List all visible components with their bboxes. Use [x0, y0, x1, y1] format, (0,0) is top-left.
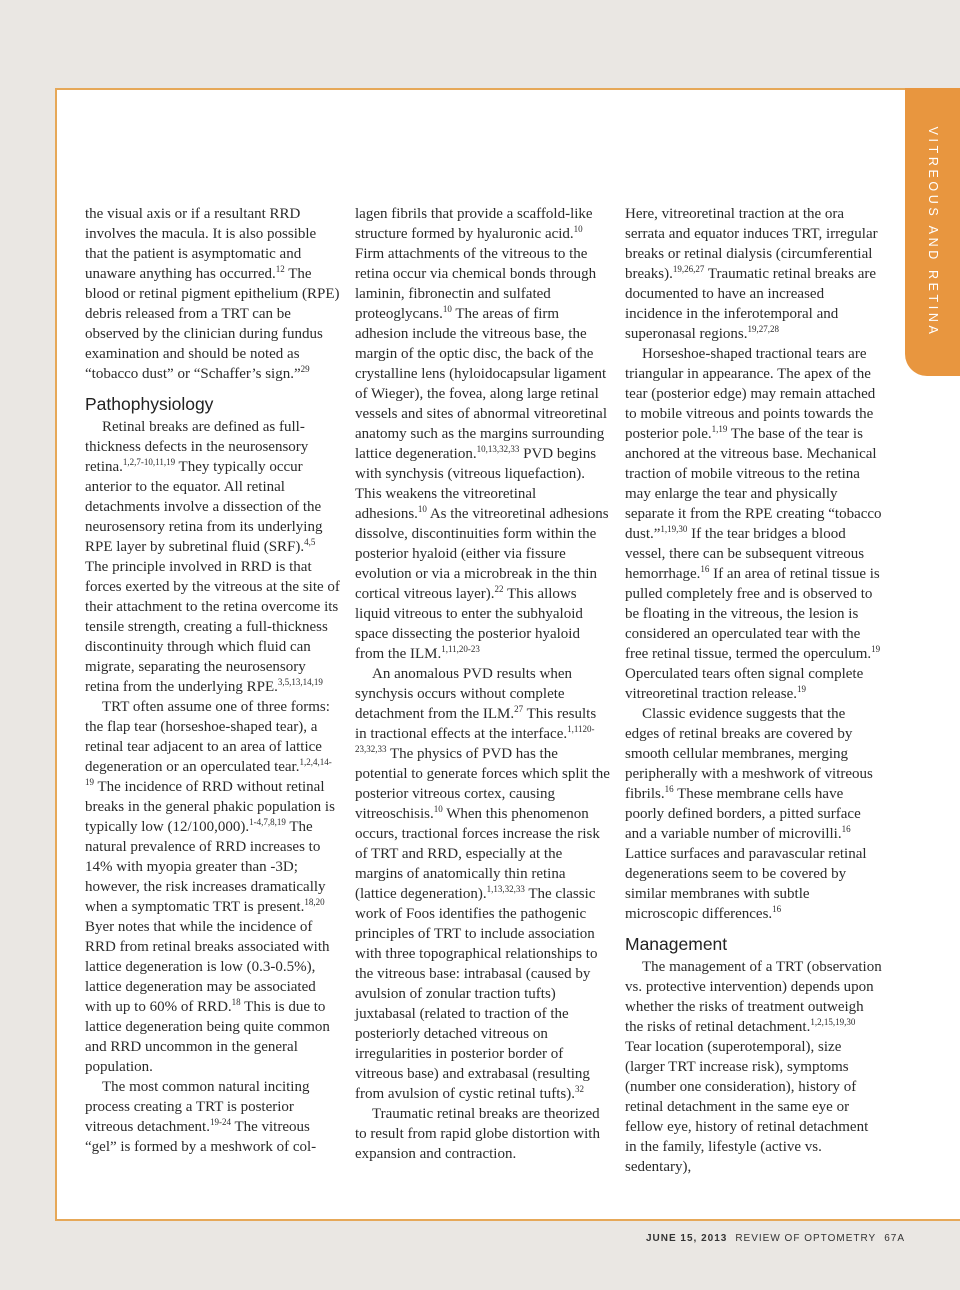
- paragraph: TRT often assume one of three forms: the flap tear (horseshoe-shaped tear), a retinal tear adjacent to an area of lattice degeneration or an operculated tear.$^{1,2,4,14-19}$ The incidence of RRD without retinal breaks in the general phakic population is typically low (12/100,000).$^{1-4,7,8,19}$ The natural prevalence of RRD increases to 14% with myopia greater than -3D; however, the risk increases dramatically when a symptomatic TRT is present.$^{18,20}$ Byer notes that while the incidence of RRD from retinal breaks associated with lattice degeneration is low (0.3-0.5%), lattice degeneration may be associated with up to 60% of RRD.$^{18}$ This is due to lattice degeneration being quite common and RRD uncommon in the general population.: [85, 699, 335, 1075]
- section-tab-label: VITREOUS AND RETINA: [925, 126, 940, 338]
- paragraph: Classic evidence suggests that the edges of retinal breaks are covered by smooth cellular membranes, merging peripherally with a meshwork of vitreous fibrils.$^{16}$ These membrane cells have poorly defined borders, a pitted surface and a variable number of microvilli.$^{16}$ Lattice surfaces and paravascular retinal degenerations seem to be covered by similar membranes with subtle microscopic differences.$^{16}$: [625, 706, 873, 922]
- paragraph: Horseshoe-shaped tractional tears are triangular in appearance. The apex of the tear (posterior edge) may remain attached to mobile vitreous and points towards the posterior pole.$^{1,19}$ The base of the tear is anchored at the vitreous base. Mechanical traction of mobile vitreous to the retina may enlarge the tear and physically separate it from the RPE creating “tobacco dust.”$^{1,19,30}$ If the tear bridges a blood vessel, there can be subsequent vitreous hemorrhage.$^{16}$ If an area of retinal tissue is pulled completely free and is observed to be floating in the vitreous, the lesion is considered an operculated tear with the free retinal tissue, termed the operculum.$^{19}$ Operculated tears often signal complete vitreoretinal traction release.$^{19}$: [625, 346, 882, 702]
- paragraph: An anomalous PVD results when synchysis occurs without complete detachment from the ILM.$^{27}$ This results in tractional effects at the interface.$^{1,1120-23,32,33}$ The physics of PVD has the potential to generate forces which split the posterior vitreous cortex, causing vitreoschisis.$^{10}$ When this phenomenon occurs, tractional forces increase the risk of TRT and RRD, especially at the margins of anatomically thin retina (lattice degeneration).$^{1,13,32,33}$ The classic work of Foos identifies the pathogenic principles of TRT to include association with three topographical relationships to the vitreous base: intrabasal (caused by avulsion of zonular traction tufts) juxtabasal (related to traction of the posteriorly detached vitreous on irregularities in posterior border of vitreous base) and extrabasal (resulting from avulsion of cystic retinal tufts).$^{32}$: [355, 666, 610, 1102]
- column-2: [355, 204, 610, 1164]
- paragraph: lagen fibrils that provide a scaffold-like structure formed by hyaluronic acid.$^{10}$ Firm attachments of the vitreous to the retina occur via chemical bonds through laminin, fibronectin and sulfated proteoglycans.$^{10}$ The areas of firm adhesion include the vitreous base, the margin of the optic disc, the back of the crystalline lens (hyloidocapsular ligament of Wieger), the fovea, along large retinal vessels and sites of abnormal vitreoretinal anatomy such as the margins surrounding lattice degeneration.$^{10,13,32,33}$ PVD begins with synchysis (vitreous liquefaction). This weakens the vitreoretinal adhesions.$^{10}$ As the vitreoretinal adhesions dissolve, discontinuities form within the posterior hyaloid (either via fissure evolution or via a microbreak in the thin cortical vitreous layer).$^{22}$ This allows liquid vitreous to enter the subhyaloid space dissecting the posterior hyaloid from the ILM.$^{1,11,20-23}$: [355, 206, 609, 662]
- paragraph: Retinal breaks are defined as full-thickness defects in the neurosensory retina.$^{1,2,7-10,11,19}$ They typically occur anterior to the equator. All retinal detachments involve a dissection of the neurosensory retina from its underlying RPE layer by subretinal fluid (SRF).$^{4,5}$ The principle involved in RRD is that forces exerted by the vitreous at the site of their attachment to the retina overcome its tensile strength, creating a full-thickness discontinuity through which fluid can migrate, separating the neurosensory retina from the underlying RPE.$^{3,5,13,14,19}$: [85, 419, 340, 695]
- page-footer: [0, 1233, 905, 1244]
- paragraph: Traumatic retinal breaks are theorized to result from rapid globe distortion with expansion and contraction.: [355, 1106, 600, 1162]
- column-3: [625, 204, 883, 1177]
- publication-name: REVIEW OF OPTOMETRY: [735, 1233, 877, 1244]
- column-1: [85, 204, 340, 1157]
- page-number: 67A: [884, 1233, 905, 1244]
- paragraph: the visual axis or if a resultant RRD involves the macula. It is also possible that the patient is asymptomatic and unaware anything has occurred.$^{12}$ The blood or retinal pigment epithelium (RPE) debris released from a TRT can be observed by the clinician during fundus examination and should be noted as “tobacco dust” or “Schaffer’s sign.”$^{29}$: [85, 206, 340, 382]
- section-heading-pathophysiology: Pathophysiology: [85, 394, 214, 414]
- section-tab: [905, 88, 960, 376]
- section-heading-management: Management: [625, 934, 728, 954]
- issue-date: JUNE 15, 2013: [645, 1233, 728, 1244]
- paragraph: Here, vitreoretinal traction at the ora serrata and equator induces TRT, irregular breaks or retinal dialysis (circumferential breaks).$^{19,26,27}$ Traumatic retinal breaks are documented to have an increased incidence in the inferotemporal and superonasal regions.$^{19,27,28}$: [625, 206, 878, 342]
- paragraph: The most common natural inciting process creating a TRT is posterior vitreous detachment.$^{19-24}$ The vitreous “gel” is formed by a meshwork of col-: [85, 1079, 317, 1155]
- paragraph: The management of a TRT (observation vs. protective intervention) depends upon whether the risks of treatment outweigh the risks of retinal detachment.$^{1,2,15,19,30}$ Tear location (superotemporal), size (larger TRT increase risk), symptoms (number one consideration), history of retinal detachment in the same eye or fellow eye, history of retinal detachment in the family, lifestyle (active vs. sedentary),: [625, 959, 882, 1175]
